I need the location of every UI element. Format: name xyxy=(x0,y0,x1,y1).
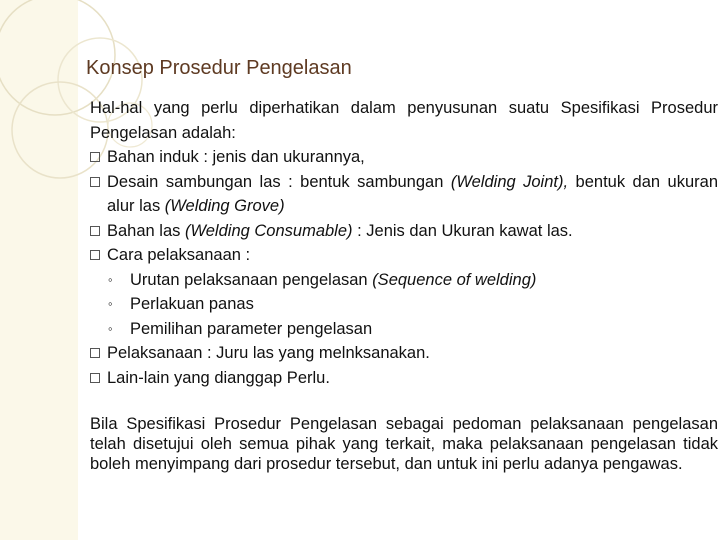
circle-bullet-icon: ◦ xyxy=(108,271,113,287)
slide-body xyxy=(90,96,718,474)
sub-bullet-text: Pemilihan parameter pengelasan xyxy=(130,319,373,338)
checkbox-bullet-icon xyxy=(90,226,100,236)
bullet-text: Desain sambungan las : bentuk sambungan (Welding Joint), bentuk dan ukuran alur las (Welding Grove) xyxy=(107,172,719,215)
checkbox-bullet-icon xyxy=(90,373,100,383)
bullet-text: Pelaksanaan : Juru las yang melnksanakan. xyxy=(107,344,430,362)
bullet-item xyxy=(90,145,718,170)
sub-bullet-item xyxy=(90,317,718,342)
checkbox-bullet-icon xyxy=(90,250,100,260)
bullet-text: Lain-lain yang dianggap Perlu. xyxy=(107,368,330,387)
bullet-text: Cara pelaksanaan : xyxy=(107,246,251,264)
bullet-item xyxy=(90,366,718,391)
circle-bullet-icon: ◦ xyxy=(108,320,113,336)
bullet-text: Bahan las (Welding Consumable) : Jenis dan Ukuran kawat las. xyxy=(107,221,573,240)
checkbox-bullet-icon xyxy=(90,348,100,358)
sub-bullet-item xyxy=(90,292,718,317)
bullet-item xyxy=(90,219,718,244)
sub-bullet-text: Urutan pelaksanaan pengelasan (Sequence of welding) xyxy=(130,270,537,289)
bullet-text: Bahan induk : jenis dan ukurannya, xyxy=(107,148,365,166)
sub-bullet-text: Perlakuan panas xyxy=(130,295,254,313)
checkbox-bullet-icon xyxy=(90,152,100,162)
intro-text: Hal-hal yang perlu diperhatikan dalam penyusunan suatu Spesifikasi Prosedur Pengelasan adalah: xyxy=(90,99,718,142)
sub-bullet-item xyxy=(90,268,718,293)
bullet-item xyxy=(90,243,718,268)
conclusion-paragraph: Bila Spesifikasi Prosedur Pengelasan sebagai pedoman pelaksanaan pengelasan telah disetujui oleh semua pihak yang terkait, maka pelaksanaan pengelasan tidak boleh menyimpang dari prosedur tersebut, dan untuk ini perlu adanya pengawas. xyxy=(90,415,718,473)
circle-bullet-icon: ◦ xyxy=(108,296,113,311)
checkbox-bullet-icon xyxy=(90,177,100,187)
bullet-item xyxy=(90,341,718,366)
bullet-item xyxy=(90,170,718,219)
page-title: Konsep Prosedur Pengelasan xyxy=(86,57,352,79)
